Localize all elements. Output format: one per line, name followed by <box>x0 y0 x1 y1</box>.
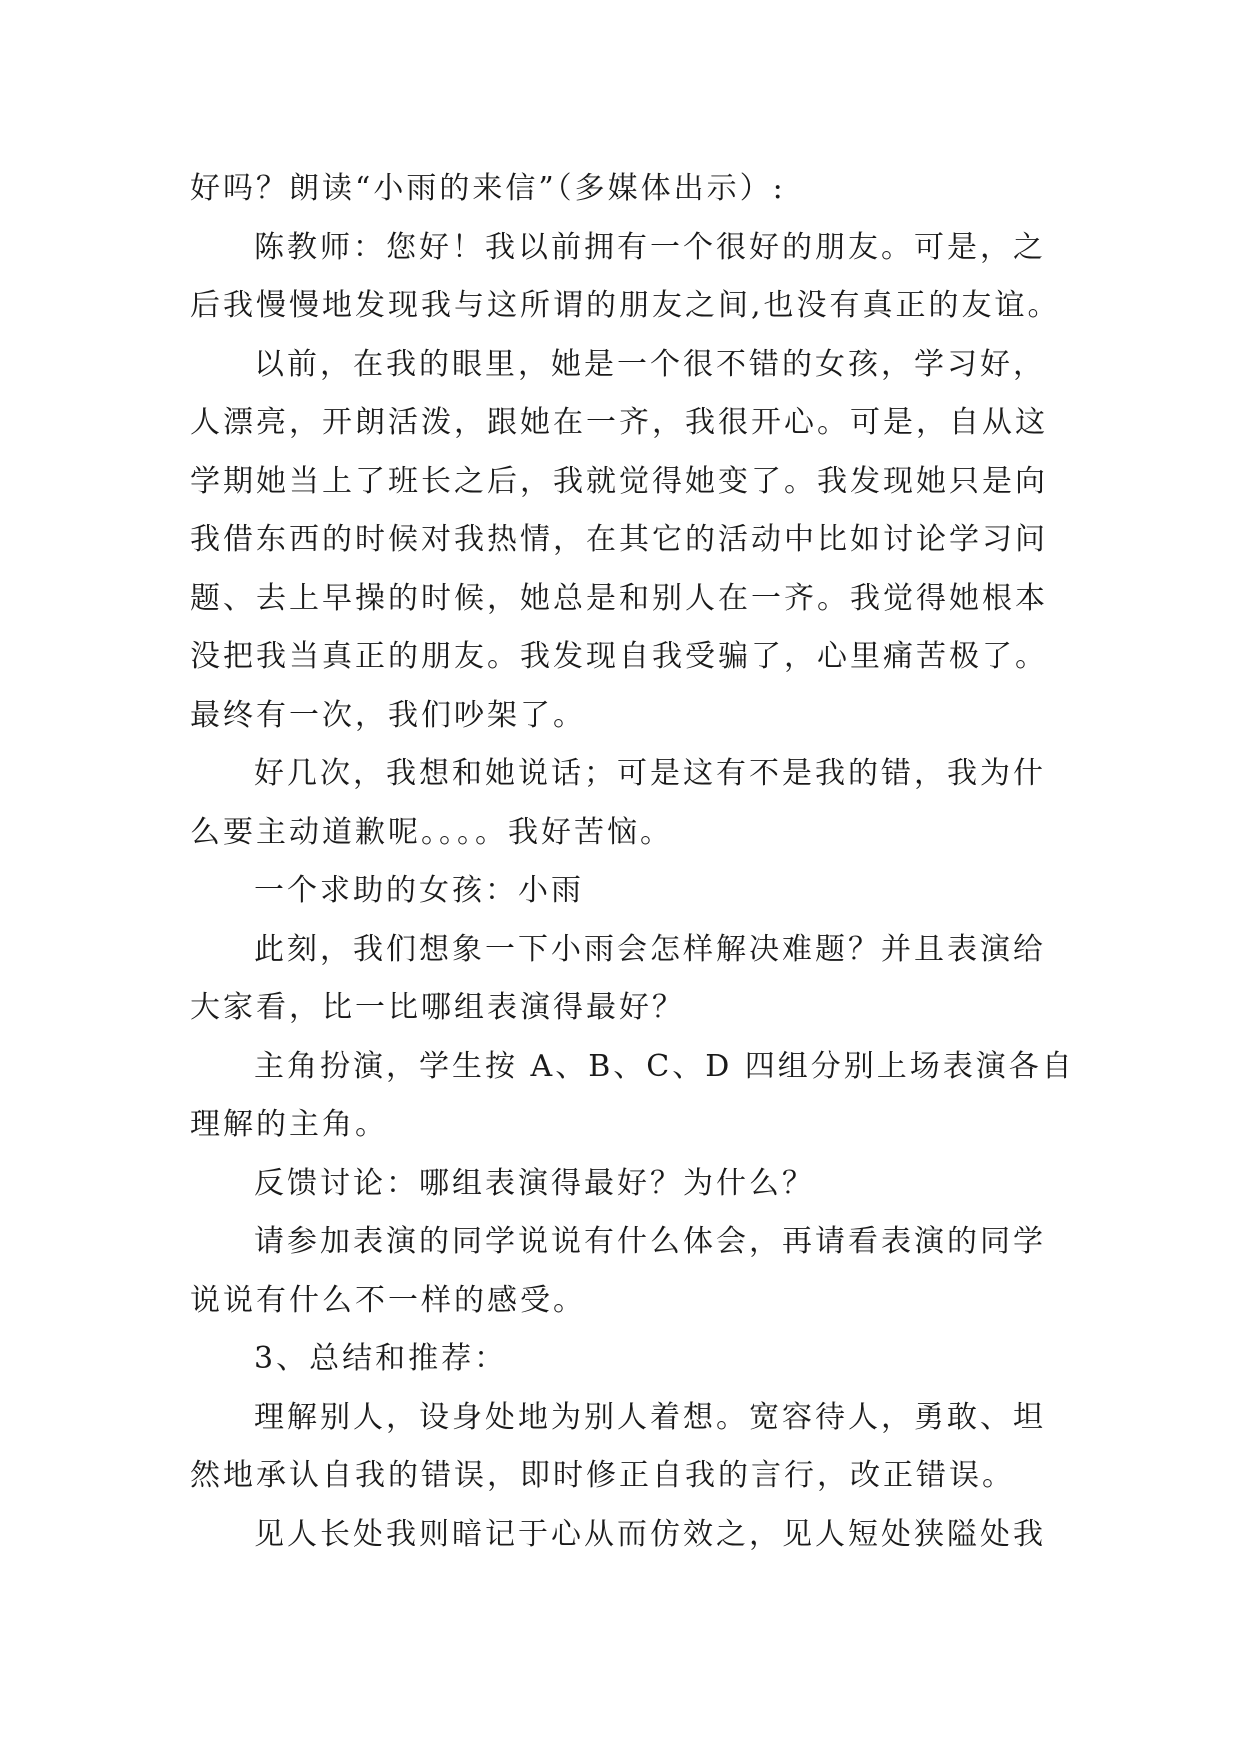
text-line: 大家看，比一比哪组表演得最好？ <box>190 990 685 1025</box>
text-line: 没把我当真正的朋友。我发现自我受骗了，心里痛苦极了。 <box>190 639 1048 674</box>
text-line: 一个求助的女孩：小雨 <box>254 873 584 908</box>
text-line: 后我慢慢地发现我与这所谓的朋友之间,也没有真正的友谊。 <box>190 288 1061 323</box>
text-line: 题、去上早操的时候，她总是和别人在一齐。我觉得她根本 <box>190 580 1048 616</box>
text-line: 么要主动道歉呢。。。。我好苦恼。 <box>190 814 673 850</box>
text-line: 主角扮演，学生按 A、B、C、D 四组分别上场表演各自 <box>254 1048 1075 1084</box>
text-line: 我借东西的时候对我热情，在其它的活动中比如讨论学习问 <box>190 522 1048 557</box>
body-text <box>190 160 1090 1564</box>
text-line: 见人长处我则暗记于心从而仿效之，见人短处狭隘处我 <box>254 1516 1046 1552</box>
text-line: 然地承认自我的错误，即时修正自我的言行，改正错误。 <box>190 1458 1015 1493</box>
text-line: 反馈讨论：哪组表演得最好？为什么？ <box>254 1165 815 1201</box>
text-line: 说说有什么不一样的感受。 <box>190 1282 586 1318</box>
text-line: 请参加表演的同学说说有什么体会，再请看表演的同学 <box>254 1224 1046 1259</box>
text-line: 好几次，我想和她说话；可是这有不是我的错，我为什 <box>254 756 1046 791</box>
text-line: 此刻，我们想象一下小雨会怎样解决难题？并且表演给 <box>254 931 1046 967</box>
text-line: 好吗？朗读“小雨的来信”（多媒体出示）: <box>190 171 786 206</box>
text-line: 学期她当上了班长之后，我就觉得她变了。我发现她只是向 <box>190 463 1048 499</box>
text-line: 以前，在我的眼里，她是一个很不错的女孩，学习好， <box>254 346 1046 382</box>
text-line: 3、总结和推荐： <box>254 1341 508 1376</box>
text-line: 陈教师：您好！我以前拥有一个很好的朋友。可是，之 <box>254 229 1046 265</box>
text-line: 理解的主角。 <box>190 1107 388 1142</box>
text-line: 最终有一次，我们吵架了。 <box>190 697 586 733</box>
text-line: 理解别人，设身处地为别人着想。宽容待人，勇敢、坦 <box>254 1399 1046 1435</box>
text-line: 人漂亮，开朗活泼，跟她在一齐，我很开心。可是，自从这 <box>190 405 1048 440</box>
